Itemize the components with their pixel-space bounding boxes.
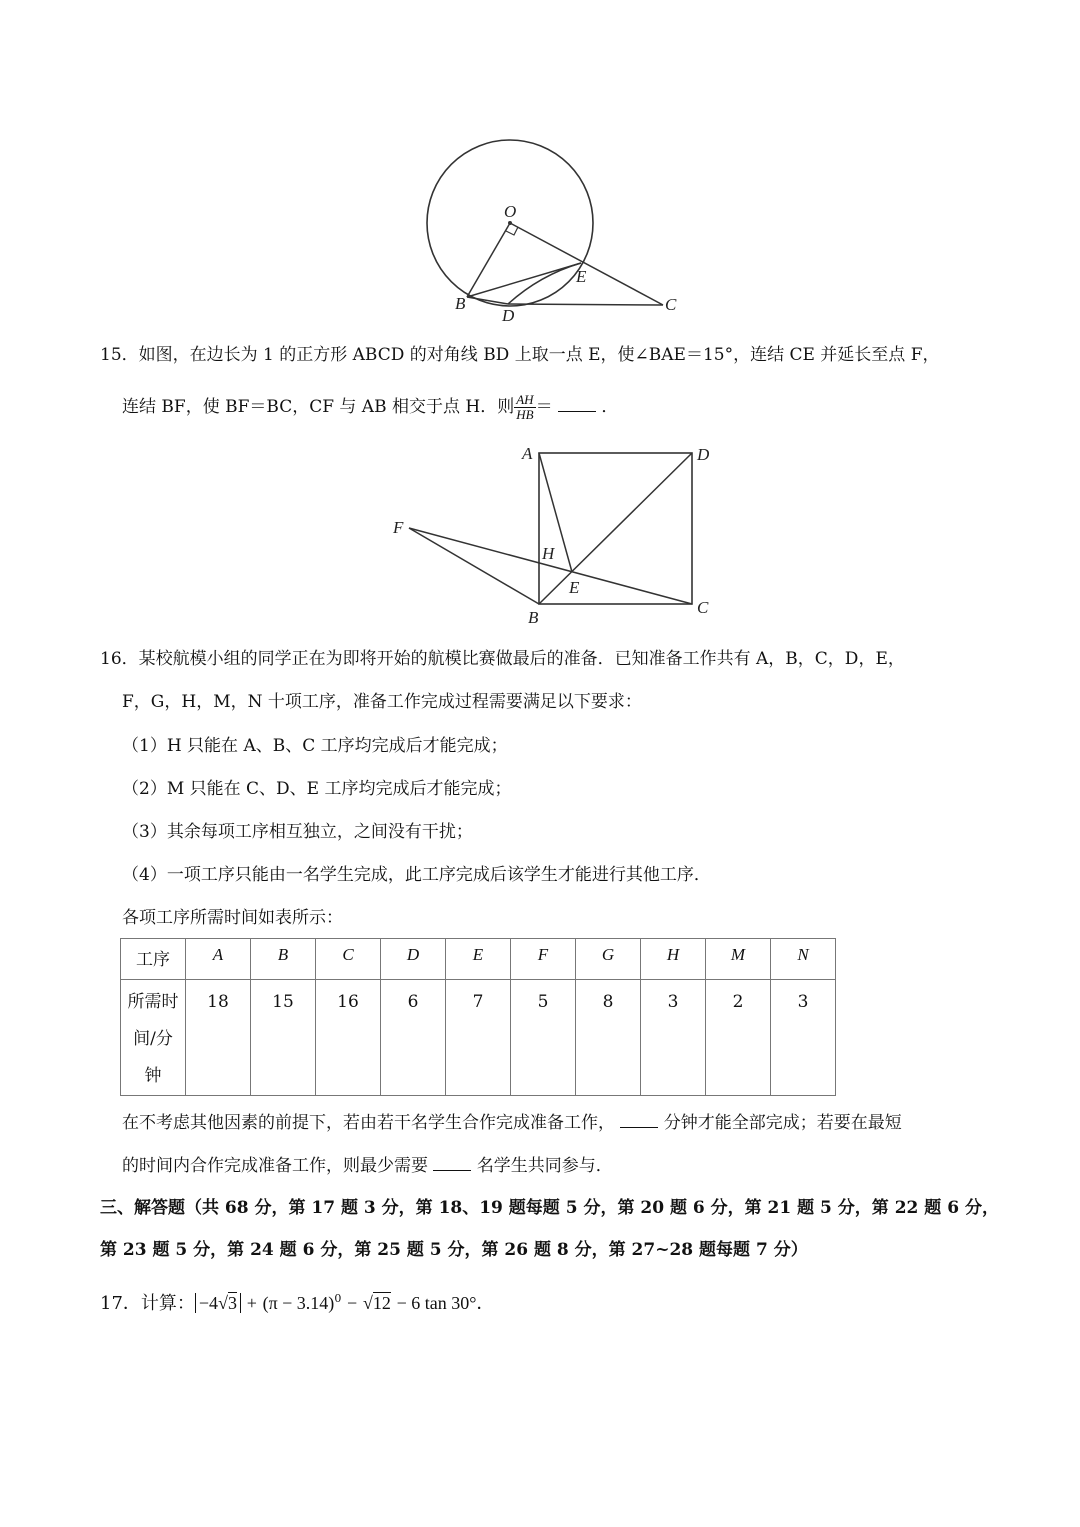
label-e: E bbox=[569, 578, 580, 597]
table-cell-proc: B bbox=[251, 939, 316, 980]
q15-line1: 15．如图，在边长为 1 的正方形 ABCD 的对角线 BD 上取一点 E，使∠BAE＝15°，连结 CE 并延长至点 F， bbox=[100, 345, 940, 365]
table-cell-proc: C bbox=[316, 939, 381, 980]
q16-answer-line1 bbox=[122, 1109, 902, 1135]
table-cell-time: 6 bbox=[381, 980, 446, 1096]
label-d: D bbox=[697, 445, 710, 464]
answer-blank-q15[interactable] bbox=[558, 393, 596, 412]
table-header-time bbox=[121, 980, 186, 1096]
table-row-process bbox=[121, 939, 836, 980]
label-o: O bbox=[504, 202, 517, 221]
label-a: A bbox=[522, 444, 533, 463]
segment-oc bbox=[510, 223, 663, 305]
table-cell-proc: H bbox=[641, 939, 706, 980]
table-cell-time: 18 bbox=[186, 980, 251, 1096]
fraction-denominator: HB bbox=[516, 407, 534, 422]
q15-fraction bbox=[514, 393, 535, 422]
table-header-time-line: 钟 bbox=[144, 1066, 162, 1086]
q16-answer1-pre: 在不考虑其他因素的前提下，若由若干名学生合作完成准备工作， bbox=[122, 1113, 615, 1133]
answer-blank-q16-students[interactable] bbox=[433, 1152, 471, 1171]
label-f: F bbox=[393, 518, 404, 537]
table-cell-time: 3 bbox=[641, 980, 706, 1096]
label-h: H bbox=[542, 544, 555, 563]
label-b: B bbox=[528, 608, 539, 627]
table-cell-proc: G bbox=[576, 939, 641, 980]
q16-requirement-4: （4）一项工序只能由一名学生完成，此工序完成后该学生才能进行其他工序． bbox=[122, 865, 711, 885]
q16-requirement-3: （3）其余每项工序相互独立，之间没有干扰； bbox=[122, 822, 473, 842]
table-cell-proc: M bbox=[706, 939, 771, 980]
point-o bbox=[508, 221, 512, 225]
q17-minus: − bbox=[347, 1293, 358, 1313]
q17-radicand-1: 3 bbox=[227, 1293, 237, 1313]
section3-heading-line2: 第 23 题 5 分，第 24 题 6 分，第 25 题 5 分，第 26 题 8 分，第 27~28 题每题 7 分） bbox=[100, 1240, 808, 1260]
table-cell-time: 7 bbox=[446, 980, 511, 1096]
q17-paren-term: (π − 3.14) bbox=[262, 1293, 335, 1313]
q16-requirement-1: （1）H 只能在 A、B、C 工序均完成后才能完成； bbox=[122, 736, 508, 756]
q17-line bbox=[100, 1287, 494, 1316]
q15-equals: ＝ bbox=[535, 397, 553, 417]
table-cell-time: 16 bbox=[316, 980, 381, 1096]
fraction-numerator: AH bbox=[516, 392, 534, 407]
label-b: B bbox=[455, 294, 466, 313]
q17-end: ． bbox=[476, 1293, 495, 1314]
q16-answer1-post: 分钟才能全部完成；若要在最短 bbox=[663, 1113, 902, 1133]
q17-sqrt12: √12 bbox=[362, 1293, 391, 1313]
label-c: C bbox=[665, 295, 677, 314]
q17-abs-term: −4√3 bbox=[195, 1293, 241, 1313]
q16-answer-line2 bbox=[122, 1152, 613, 1178]
segment-fb bbox=[409, 528, 539, 604]
table-cell-proc: N bbox=[771, 939, 836, 980]
table-row-time bbox=[121, 980, 836, 1096]
table-cell-proc: D bbox=[381, 939, 446, 980]
figure-square-q15 bbox=[385, 440, 725, 630]
q16-answer2-post: 名学生共同参与． bbox=[476, 1156, 613, 1176]
figure-circle-q14 bbox=[420, 135, 700, 330]
q17-label: 17．计算： bbox=[100, 1293, 195, 1314]
q15-line2 bbox=[122, 393, 618, 422]
q15-line2-pre: 连结 BF，使 BF＝BC，CF 与 AB 相交于点 H．则 bbox=[122, 397, 515, 417]
table-cell-proc: E bbox=[446, 939, 511, 980]
table-header-process: 工序 bbox=[121, 939, 186, 980]
label-e: E bbox=[576, 267, 587, 286]
label-c: C bbox=[697, 598, 709, 617]
table-cell-time: 3 bbox=[771, 980, 836, 1096]
answer-blank-q16-minutes[interactable] bbox=[620, 1109, 658, 1128]
q16-answer2-pre: 的时间内合作完成准备工作，则最少需要 bbox=[122, 1156, 428, 1176]
q16-line1: 16．某校航模小组的同学正在为即将开始的航模比赛做最后的准备．已知准备工作共有 A，B，C，D，E， bbox=[100, 649, 905, 669]
table-cell-time: 5 bbox=[511, 980, 576, 1096]
table-cell-time: 2 bbox=[706, 980, 771, 1096]
section3-heading-line1: 三、解答题（共 68 分，第 17 题 3 分，第 18、19 题每题 5 分，第 20 题 6 分，第 21 题 5 分，第 22 题 6 分， bbox=[100, 1198, 999, 1218]
segment-dc bbox=[508, 304, 663, 305]
q17-exponent: 0 bbox=[334, 1292, 342, 1305]
q16-line2: F，G，H，M，N 十项工序，准备工作完成过程需要满足以下要求： bbox=[122, 692, 642, 712]
table-cell-proc: A bbox=[186, 939, 251, 980]
table-header-time-line: 间/分 bbox=[133, 1029, 173, 1049]
table-header-time-line: 所需时 bbox=[127, 992, 179, 1012]
table-cell-proc: F bbox=[511, 939, 576, 980]
q16-table-intro: 各项工序所需时间如表所示： bbox=[122, 908, 343, 928]
table-cell-time: 15 bbox=[251, 980, 316, 1096]
q17-plus: + bbox=[246, 1293, 257, 1313]
q17-radicand-2: 12 bbox=[372, 1293, 391, 1313]
table-cell-time: 8 bbox=[576, 980, 641, 1096]
q15-end: ． bbox=[601, 397, 619, 417]
q16-requirement-2: （2）M 只能在 C、D、E 工序均完成后才能完成； bbox=[122, 779, 512, 799]
q17-abs-coef: −4 bbox=[198, 1293, 219, 1313]
q17-tan-term: − 6 tan 30° bbox=[396, 1293, 477, 1313]
diagonal-bd bbox=[539, 453, 692, 604]
process-time-table bbox=[120, 938, 836, 1096]
label-d: D bbox=[502, 306, 515, 325]
